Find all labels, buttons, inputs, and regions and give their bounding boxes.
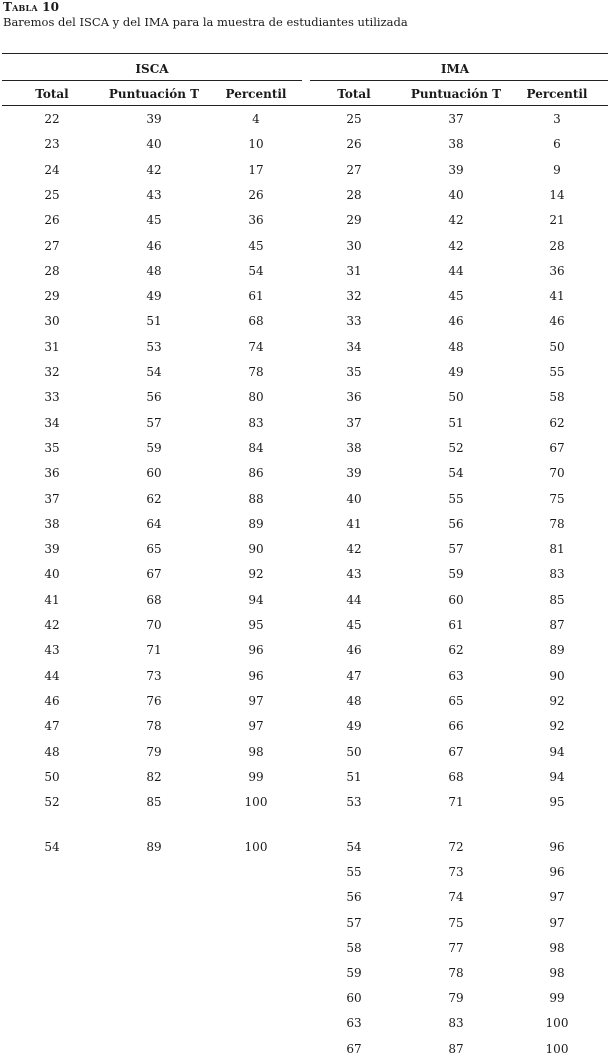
table-caption [3, 0, 408, 30]
cell-percentil-isca: 99 [248, 769, 264, 784]
cell-percentil-ima: 55 [549, 365, 565, 379]
cell-t-isca: 51 [146, 314, 162, 329]
cell-total-ima: 54 [346, 840, 362, 854]
cell-total-isca: 54 [44, 840, 60, 854]
cell-t-isca: 67 [146, 567, 162, 582]
cell-total-isca: 39 [44, 542, 60, 557]
cell-percentil-isca: 97 [248, 693, 264, 708]
cell-total-ima: 36 [346, 390, 362, 405]
cell-percentil-isca: 26 [248, 187, 264, 202]
cell-t-isca: 68 [146, 592, 162, 607]
cell-t-ima: 66 [448, 719, 464, 734]
cell-total-ima: 37 [346, 415, 362, 430]
cell-percentil-ima: 14 [549, 187, 565, 202]
cell-t-ima: 39 [448, 162, 464, 177]
cell-total-ima: 45 [346, 618, 362, 632]
cell-percentil-isca: 61 [248, 289, 264, 304]
cell-t-ima: 46 [448, 314, 464, 329]
cell-percentil-isca: 83 [248, 415, 264, 430]
cell-t-ima: 50 [448, 390, 464, 405]
cell-percentil-isca: 94 [248, 592, 264, 607]
cell-percentil-ima: 46 [549, 314, 565, 329]
cell-total-isca: 22 [44, 112, 60, 126]
cell-total-ima: 35 [346, 365, 362, 379]
cell-t-isca: 64 [146, 516, 162, 531]
cell-t-isca: 70 [146, 618, 162, 632]
cell-t-isca: 48 [146, 263, 162, 278]
cell-percentil-isca: 100 [244, 840, 268, 854]
cell-percentil-isca: 17 [248, 162, 264, 177]
cell-total-ima: 55 [346, 865, 362, 880]
cell-total-ima: 42 [346, 542, 362, 557]
cell-total-isca: 40 [44, 567, 60, 582]
cell-t-ima: 77 [448, 940, 464, 955]
cell-total-isca: 38 [44, 516, 60, 531]
header-rule [2, 105, 608, 106]
cell-percentil-ima: 81 [549, 542, 565, 557]
cell-t-ima: 49 [448, 365, 464, 379]
cell-t-isca: 40 [146, 137, 162, 152]
cell-total-ima: 39 [346, 466, 362, 481]
cell-t-ima: 72 [448, 840, 464, 854]
cell-t-ima: 87 [448, 1041, 464, 1056]
cell-percentil-ima: 100 [545, 1016, 569, 1031]
cell-t-ima: 59 [448, 567, 464, 582]
cell-percentil-ima: 92 [549, 719, 565, 734]
col-header-t-ima: Puntuación T [410, 87, 502, 101]
cell-percentil-isca: 86 [248, 466, 264, 481]
cell-percentil-isca: 78 [248, 365, 264, 379]
cell-percentil-ima: 94 [549, 744, 565, 759]
cell-percentil-ima: 6 [553, 137, 561, 152]
cell-percentil-isca: 45 [248, 238, 264, 253]
cell-percentil-ima: 97 [549, 890, 565, 905]
cell-percentil-isca: 88 [248, 491, 264, 506]
table-label: Tabla 10 [3, 0, 60, 14]
cell-percentil-ima: 89 [549, 643, 565, 658]
cell-total-ima: 25 [346, 112, 362, 126]
cell-percentil-ima: 36 [549, 263, 565, 278]
cell-total-isca: 41 [44, 592, 60, 607]
cell-t-isca: 43 [146, 187, 162, 202]
cell-percentil-isca: 92 [248, 567, 264, 582]
cell-t-isca: 79 [146, 744, 162, 759]
cell-total-ima: 28 [346, 187, 362, 202]
cell-percentil-isca: 100 [244, 795, 268, 810]
cell-total-ima: 31 [346, 263, 362, 278]
cell-t-ima: 51 [448, 415, 464, 430]
cell-total-ima: 56 [346, 890, 362, 905]
cell-percentil-isca: 10 [248, 137, 264, 152]
cell-percentil-ima: 85 [549, 592, 565, 607]
cell-t-ima: 38 [448, 137, 464, 152]
cell-t-ima: 63 [448, 668, 464, 683]
cell-total-ima: 58 [346, 940, 362, 955]
cell-t-ima: 42 [448, 238, 464, 253]
cell-percentil-isca: 90 [248, 542, 264, 557]
cell-total-isca: 25 [44, 187, 60, 202]
cell-t-isca: 56 [146, 390, 162, 405]
group-header-ima: IMA [440, 62, 470, 76]
cell-percentil-isca: 95 [248, 618, 264, 632]
cell-total-ima: 59 [346, 966, 362, 980]
table-description: Baremos del ISCA y del IMA para la muestra de estudiantes utilizada [3, 15, 408, 29]
cell-t-ima: 83 [448, 1016, 464, 1031]
cell-t-isca: 45 [146, 213, 162, 228]
cell-t-isca: 62 [146, 491, 162, 506]
cell-t-isca: 46 [146, 238, 162, 253]
cell-t-ima: 56 [448, 516, 464, 531]
cell-total-isca: 27 [44, 238, 60, 253]
cell-total-isca: 31 [44, 339, 60, 354]
cell-total-ima: 47 [346, 668, 362, 683]
cell-t-ima: 37 [448, 112, 464, 126]
top-rule [2, 53, 608, 54]
cell-percentil-ima: 75 [549, 491, 565, 506]
cell-t-isca: 82 [146, 769, 162, 784]
cell-t-isca: 39 [146, 112, 162, 126]
cell-total-isca: 33 [44, 390, 60, 405]
cell-total-isca: 36 [44, 466, 60, 481]
cell-percentil-ima: 28 [549, 238, 565, 253]
cell-percentil-ima: 97 [549, 915, 565, 930]
cell-total-isca: 47 [44, 719, 60, 734]
cell-total-isca: 50 [44, 769, 60, 784]
cell-total-isca: 29 [44, 289, 60, 304]
cell-percentil-ima: 78 [549, 516, 565, 531]
cell-total-isca: 44 [44, 668, 60, 683]
cell-t-ima: 68 [448, 769, 464, 784]
cell-percentil-ima: 92 [549, 693, 565, 708]
cell-total-ima: 46 [346, 643, 362, 658]
cell-percentil-isca: 96 [248, 643, 264, 658]
cell-percentil-ima: 87 [549, 618, 565, 632]
cell-t-ima: 44 [448, 263, 464, 278]
cell-t-isca: 59 [146, 440, 162, 455]
cell-percentil-isca: 54 [248, 263, 264, 278]
cell-percentil-isca: 98 [248, 744, 264, 759]
cell-t-isca: 65 [146, 542, 162, 557]
col-header-percentil-isca: Percentil [225, 87, 287, 101]
group-header-isca: ISCA [135, 62, 169, 76]
cell-t-isca: 85 [146, 795, 162, 810]
cell-total-isca: 48 [44, 744, 60, 759]
cell-total-isca: 42 [44, 618, 60, 632]
cell-total-ima: 60 [346, 991, 362, 1006]
cell-total-isca: 35 [44, 440, 60, 455]
cell-total-ima: 49 [346, 719, 362, 734]
cell-total-ima: 33 [346, 314, 362, 329]
cell-t-isca: 42 [146, 162, 162, 177]
cell-percentil-ima: 9 [553, 162, 561, 177]
cell-total-isca: 30 [44, 314, 60, 329]
cell-t-ima: 52 [448, 440, 464, 455]
cell-percentil-ima: 95 [549, 795, 565, 810]
cell-t-isca: 89 [146, 840, 162, 854]
cell-total-isca: 23 [44, 137, 60, 152]
cell-total-ima: 40 [346, 491, 362, 506]
group-rule-ima [310, 80, 608, 81]
cell-t-isca: 53 [146, 339, 162, 354]
cell-percentil-ima: 100 [545, 1041, 569, 1056]
cell-t-isca: 60 [146, 466, 162, 481]
cell-total-ima: 26 [346, 137, 362, 152]
cell-total-ima: 63 [346, 1016, 362, 1031]
cell-percentil-ima: 96 [549, 840, 565, 854]
cell-total-isca: 32 [44, 365, 60, 379]
cell-total-ima: 41 [346, 516, 362, 531]
cell-percentil-ima: 41 [549, 289, 565, 304]
cell-t-ima: 55 [448, 491, 464, 506]
cell-percentil-isca: 68 [248, 314, 264, 329]
cell-percentil-ima: 96 [549, 865, 565, 880]
cell-t-ima: 74 [448, 890, 464, 905]
cell-t-ima: 71 [448, 795, 464, 810]
cell-percentil-isca: 74 [248, 339, 264, 354]
cell-percentil-ima: 58 [549, 390, 565, 405]
cell-t-isca: 54 [146, 365, 162, 379]
cell-total-isca: 37 [44, 491, 60, 506]
cell-t-ima: 73 [448, 865, 464, 880]
cell-t-ima: 79 [448, 991, 464, 1006]
cell-percentil-isca: 36 [248, 213, 264, 228]
cell-total-isca: 46 [44, 693, 60, 708]
cell-t-ima: 45 [448, 289, 464, 304]
cell-total-ima: 51 [346, 769, 362, 784]
cell-total-ima: 29 [346, 213, 362, 228]
cell-percentil-ima: 67 [549, 440, 565, 455]
cell-t-ima: 57 [448, 542, 464, 557]
cell-t-isca: 78 [146, 719, 162, 734]
cell-total-ima: 53 [346, 795, 362, 810]
cell-percentil-ima: 90 [549, 668, 565, 683]
col-header-t-isca: Puntuación T [108, 87, 200, 101]
col-header-percentil-ima: Percentil [526, 87, 588, 101]
cell-t-isca: 49 [146, 289, 162, 304]
group-rule-isca [2, 80, 302, 81]
cell-total-ima: 44 [346, 592, 362, 607]
cell-t-ima: 42 [448, 213, 464, 228]
cell-total-isca: 52 [44, 795, 60, 810]
cell-percentil-ima: 50 [549, 339, 565, 354]
cell-percentil-isca: 4 [252, 112, 260, 126]
cell-percentil-ima: 98 [549, 940, 565, 955]
cell-t-ima: 65 [448, 693, 464, 708]
cell-t-isca: 57 [146, 415, 162, 430]
cell-percentil-ima: 70 [549, 466, 565, 481]
cell-t-isca: 73 [146, 668, 162, 683]
cell-t-ima: 54 [448, 466, 464, 481]
cell-percentil-ima: 98 [549, 966, 565, 980]
cell-percentil-ima: 83 [549, 567, 565, 582]
cell-total-ima: 48 [346, 693, 362, 708]
cell-t-isca: 76 [146, 693, 162, 708]
cell-total-ima: 57 [346, 915, 362, 930]
cell-t-isca: 71 [146, 643, 162, 658]
cell-total-isca: 34 [44, 415, 60, 430]
cell-total-ima: 34 [346, 339, 362, 354]
cell-percentil-ima: 99 [549, 991, 565, 1006]
cell-total-isca: 43 [44, 643, 60, 658]
col-header-total-ima: Total [337, 87, 371, 101]
cell-t-ima: 67 [448, 744, 464, 759]
cell-total-isca: 24 [44, 162, 60, 177]
cell-total-ima: 30 [346, 238, 362, 253]
cell-percentil-isca: 80 [248, 390, 264, 405]
cell-percentil-isca: 89 [248, 516, 264, 531]
cell-t-ima: 61 [448, 618, 464, 632]
cell-percentil-isca: 84 [248, 440, 264, 455]
cell-t-ima: 78 [448, 966, 464, 980]
cell-t-ima: 75 [448, 915, 464, 930]
cell-t-ima: 48 [448, 339, 464, 354]
cell-total-isca: 28 [44, 263, 60, 278]
cell-t-ima: 62 [448, 643, 464, 658]
cell-percentil-ima: 62 [549, 415, 565, 430]
cell-percentil-ima: 3 [553, 112, 561, 126]
cell-total-ima: 32 [346, 289, 362, 304]
cell-total-ima: 38 [346, 440, 362, 455]
cell-percentil-isca: 96 [248, 668, 264, 683]
cell-total-ima: 27 [346, 162, 362, 177]
cell-total-ima: 43 [346, 567, 362, 582]
cell-t-ima: 40 [448, 187, 464, 202]
cell-total-ima: 67 [346, 1041, 362, 1056]
cell-total-ima: 50 [346, 744, 362, 759]
cell-total-isca: 26 [44, 213, 60, 228]
cell-percentil-ima: 94 [549, 769, 565, 784]
cell-percentil-ima: 21 [549, 213, 565, 228]
cell-t-ima: 60 [448, 592, 464, 607]
cell-percentil-isca: 97 [248, 719, 264, 734]
col-header-total-isca: Total [35, 87, 69, 101]
